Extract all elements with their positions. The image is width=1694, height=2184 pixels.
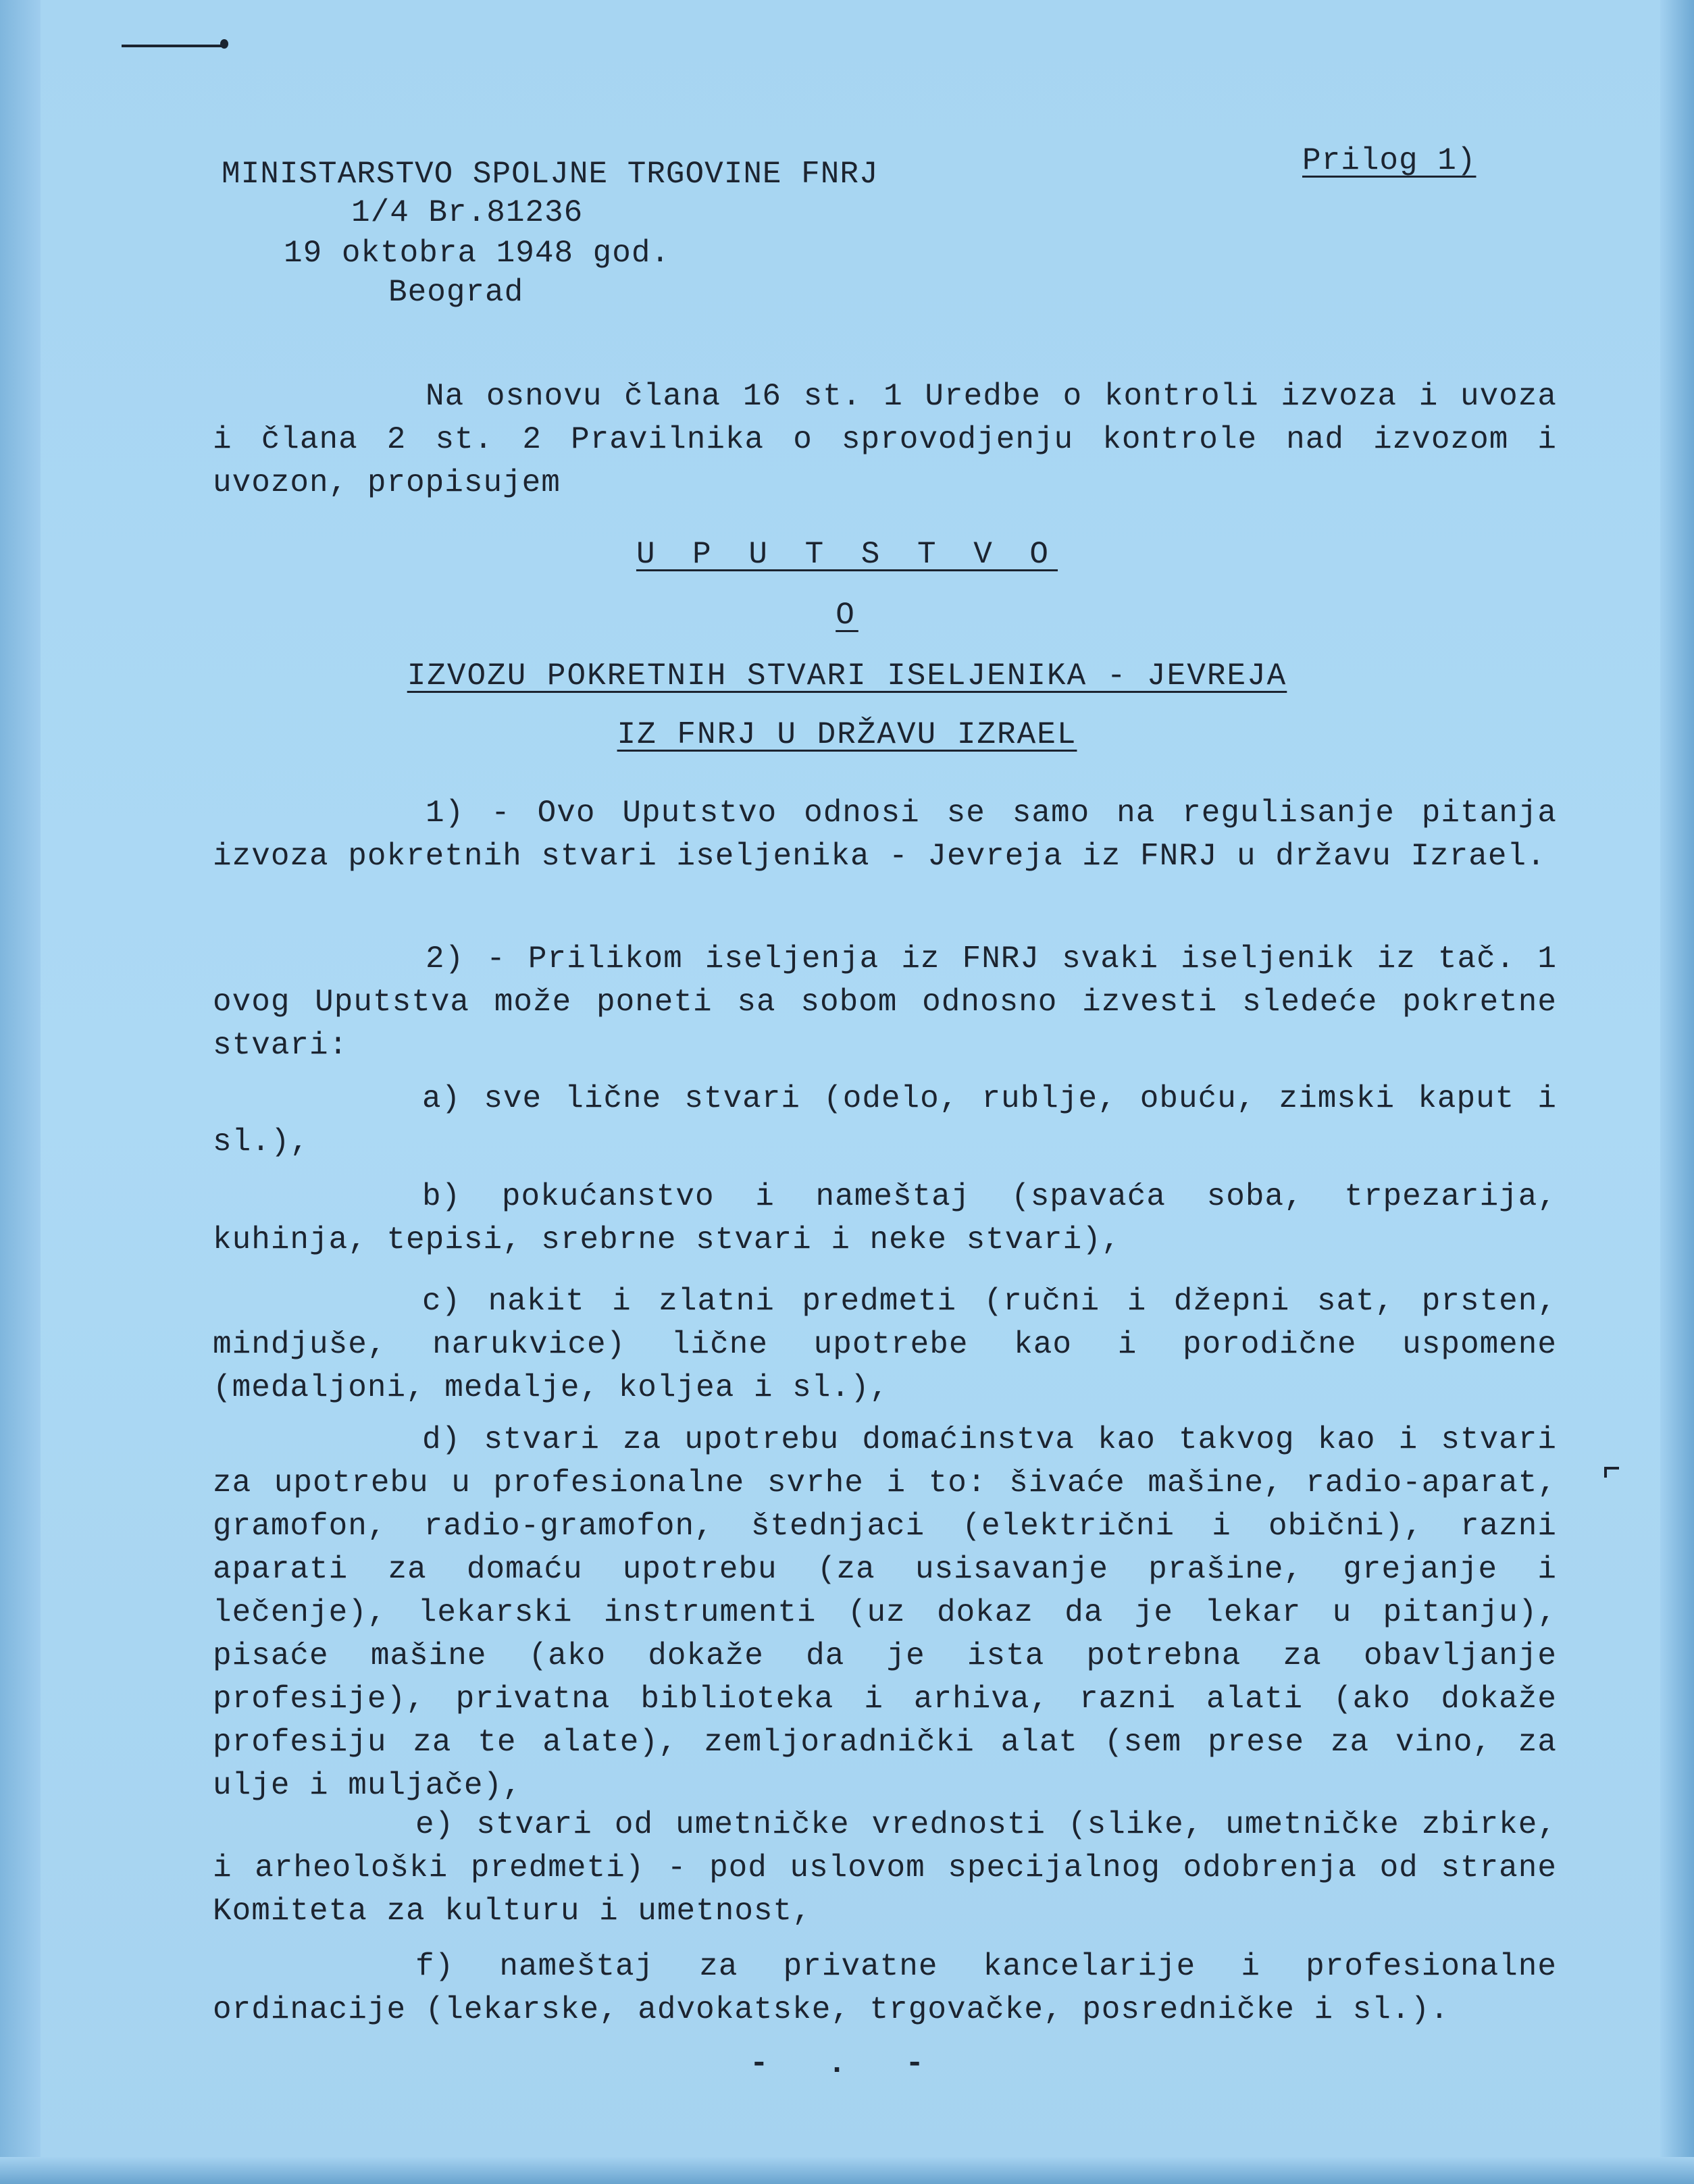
page-footer-mark: - . - [749,2046,945,2081]
ministry-name: MINISTARSTVO SPOLJNE TRGOVINE FNRJ [222,157,879,192]
item-a [213,1077,1557,1164]
item-f [213,1945,1557,2031]
document-number: 1/4 Br.81236 [351,195,584,230]
title-uputstvo: U P U T S T V O [636,537,1058,572]
scan-edge-right [1660,0,1694,2184]
title-o: O [836,598,858,633]
paragraph-2-text: 2) - Prilikom iseljenja iz FNRJ svaki iseljenik iz tač. 1 ovog Uputstva može poneti sa sobom odnosno izvesti sledeće pokretne stvari: [213,941,1557,1063]
scan-edge-left [0,0,41,2184]
attachment-label: Prilog 1) [1302,143,1477,178]
item-c-text: c) nakit i zlatni predmeti (ručni i džepni sat, prsten, mindjuše, narukvice) lične upotrebe kao i porodične uspomene (medaljoni, medalje, koljea i sl.), [213,1284,1557,1405]
paragraph-2 [213,937,1557,1067]
item-d [213,1418,1557,1807]
scan-edge-bottom [0,2157,1694,2184]
item-f-text: f) nameštaj za privatne kancelarije i profesionalne ordinacije (lekarske, advokatske, trgovačke, posredničke i sl.). [213,1949,1557,2027]
paragraph-1-text: 1) - Ovo Uputstvo odnosi se samo na regulisanje pitanja izvoza pokretnih stvari iseljenika - Jevreja iz FNRJ u državu Izrael. [213,796,1557,874]
paragraph-1 [213,791,1557,878]
stray-mark [1604,1467,1607,1478]
document-place: Beograd [388,275,524,310]
punch-dot [220,39,228,49]
item-d-text: d) stvari za upotrebu domaćinstva kao takvog kao i stvari za upotrebu u profesionalne svrhe i to: šivaće mašine, radio-aparat, gramofon, radio-gramofon, štednjaci (električni i obični), razni aparati za domaću upotrebu (za usisavanje prašine, grejanje i lečenje), lekarski instrumenti (uz dokaz da je lekar u pitanju), pisaće mašine (ako dokaže da je ista potrebna za obavljanje profesije), privatna biblioteka i arhiva, razni alati (ako dokaže profesiju za te alate), zemljoradnički alat (sem prese za vino, za ulje i muljače), [213,1422,1557,1803]
item-b-text: b) pokućanstvo i nameštaj (spavaća soba, trpezarija, kuhinja, tepisi, srebrne stvari i neke stvari), [213,1179,1557,1257]
intro-text: Na osnovu člana 16 st. 1 Uredbe o kontroli izvoza i uvoza i člana 2 st. 2 Pravilnika o sprovodjenju kontrole nad izvozom i uvozon, propisujem [213,379,1557,500]
item-c [213,1280,1557,1409]
item-e [213,1803,1557,1933]
item-a-text: a) sve lične stvari (odelo, rublje, obuću, zimski kaput i sl.), [213,1081,1557,1160]
title-subject-line2: IZ FNRJ U DRŽAVU IZRAEL [617,717,1077,752]
title-subject-line1: IZVOZU POKRETNIH STVARI ISELJENIKA - JEVREJA [407,658,1287,694]
intro-paragraph [213,375,1557,504]
item-b [213,1175,1557,1262]
document-date: 19 oktobra 1948 god. [284,236,671,271]
item-e-text: e) stvari od umetničke vrednosti (slike, umetničke zbirke, i arheološki predmeti) - pod uslovom specijalnog odobrenja od strane Komiteta za kulturu i umetnost, [213,1807,1557,1929]
punch-mark [122,45,223,47]
